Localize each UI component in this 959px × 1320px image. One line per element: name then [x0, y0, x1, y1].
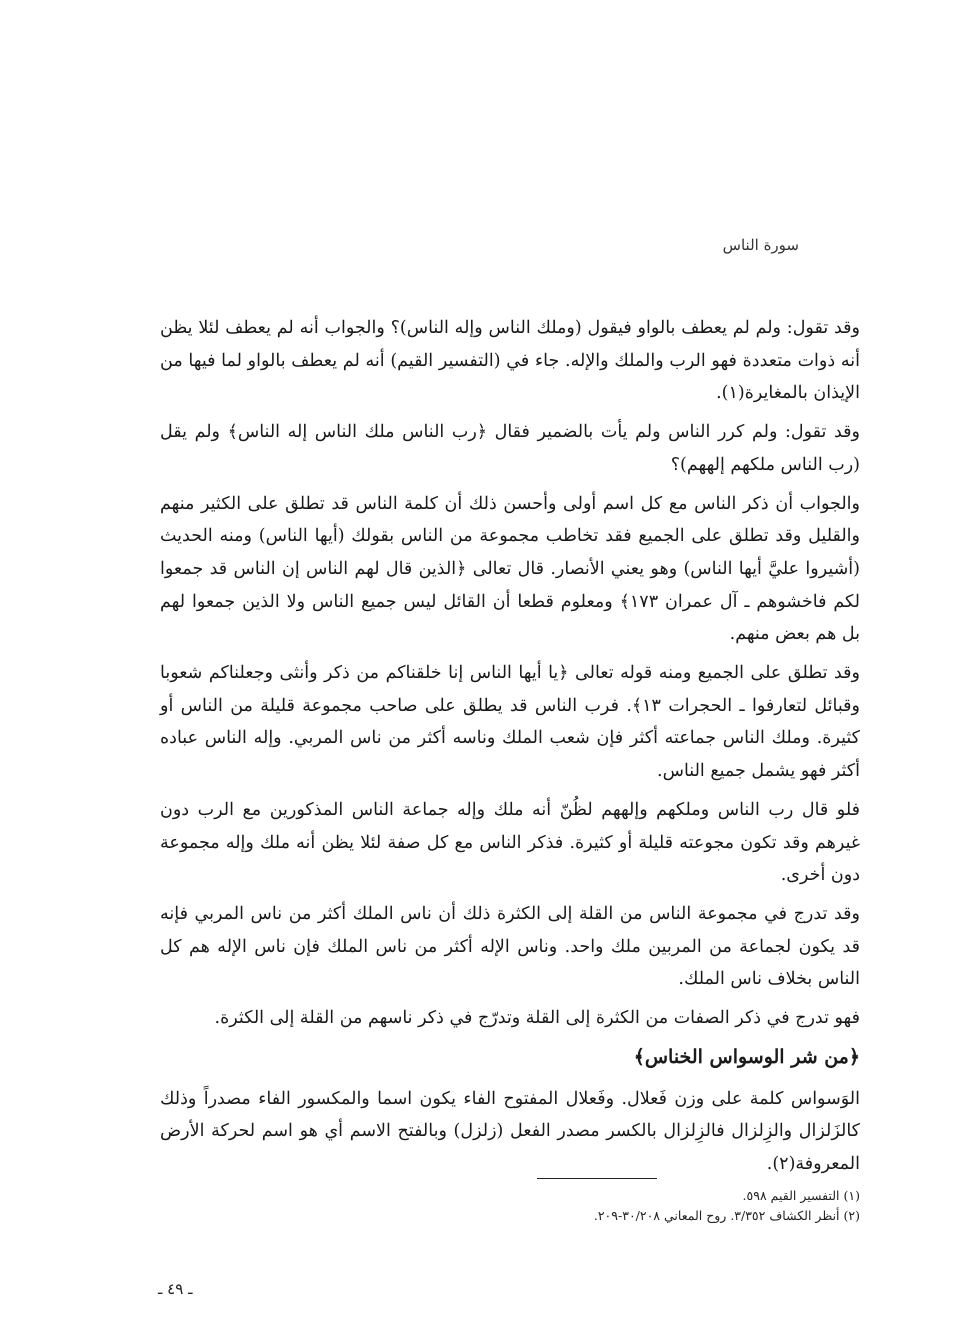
footnote: (٢) أنظر الكشاف ٣/٣٥٢. روح المعاني ٣٠/٢٠٨-٢٠٩. — [593, 1208, 860, 1223]
main-text — [160, 312, 860, 1187]
footnotes — [420, 1186, 860, 1226]
paragraph: والجواب أن ذكر الناس مع كل اسم أولى وأحسن ذلك أن كلمة الناس قد تطلق على الكثير منهم والقليل وقد تطلق على الجميع فقد تخاطب مجموعة من الناس بقولك (أيها الناس) ومنه الحديث (أشيروا عليَّ أيها الناس) وهو يعني الأنصار. قال تعالى ﴿الذين قال لهم الناس إن الناس قد جمعوا لكم فاخشوهم ـ آل عمران ١٧٣﴾ ومعلوم قطعا أن القائل ليس جميع الناس ولا الذين جمعوا لهم بل هم بعض منهم. — [160, 493, 860, 645]
paragraph: وقد تقول: ولم كرر الناس ولم يأت بالضمير فقال ﴿رب الناس ملك الناس إله الناس﴾ ولم يقل (رب الناس ملكهم إلههم)؟ — [160, 422, 860, 475]
paragraph: فهو تدرج في ذكر الصفات من الكثرة إلى القلة وتدرّج في ذكر ناسهم من القلة إلى الكثرة. — [214, 1008, 860, 1029]
paragraph: الوَسواس كلمة على وزن فَعلال. وفَعلال المفتوح الفاء يكون اسما والمكسور الفاء مصدراً وذلك كالزَلزال والزِلزال فالزِلزال بالكسر مصدر الفعل (زلزل) وبالفتح الاسم أي هو اسم لحركة الأرض المعروفة(٢). — [160, 1088, 860, 1175]
paragraph: وقد تطلق على الجميع ومنه قوله تعالى ﴿يا أيها الناس إنا خلقناكم من ذكر وأنثى وجعلناكم شعوبا وقبائل لتعارفوا ـ الحجرات ١٣﴾. فرب الناس قد يطلق على صاحب مجموعة قليلة من الناس أو كثيرة. وملك الناس جماعته أكثر فإن شعب الملك وناسه أكثر من ناس المربي. وإله الناس عباده أكثر فهو يشمل جميع الناس. — [160, 663, 860, 782]
section-heading: ﴿من شر الوسواس الخناس﴾ — [633, 1045, 860, 1068]
footnote-divider — [537, 1178, 657, 1179]
paragraph: فلو قال رب الناس وملكهم وإلههم لظُنّ أنه ملك وإله جماعة الناس المذكورين مع الرب دون غيرهم وقد تكون مجوعته قليلة أو كثيرة. فذكر الناس مع كل صفة لئلا يظن أنه ملك وإله مجموعة دون أخرى. — [160, 799, 860, 886]
page-number: ـ ٤٩ ـ — [158, 1280, 193, 1298]
running-header: سورة الناس — [722, 236, 799, 254]
footnote: (١) التفسير القيم ٥٩٨. — [742, 1188, 860, 1203]
paragraph: وقد تقول: ولم لم يعطف بالواو فيقول (وملك الناس وإله الناس)؟ والجواب أنه لم يعطف لئلا يظن أنه ذوات متعددة فهو الرب والملك والإله. جاء في (التفسير القيم) أنه لم يعطف بالواو لما فيها من الإيذان بالمغايرة(١). — [160, 318, 860, 404]
paragraph: وقد تدرج في مجموعة الناس من القلة إلى الكثرة ذلك أن ناس الملك أكثر من ناس المربي فإنه قد يكون لجماعة من المربين ملك واحد. وناس الإله أكثر من ناس الملك فإن ناس الإله هم كل الناس بخلاف ناس الملك. — [160, 903, 860, 990]
